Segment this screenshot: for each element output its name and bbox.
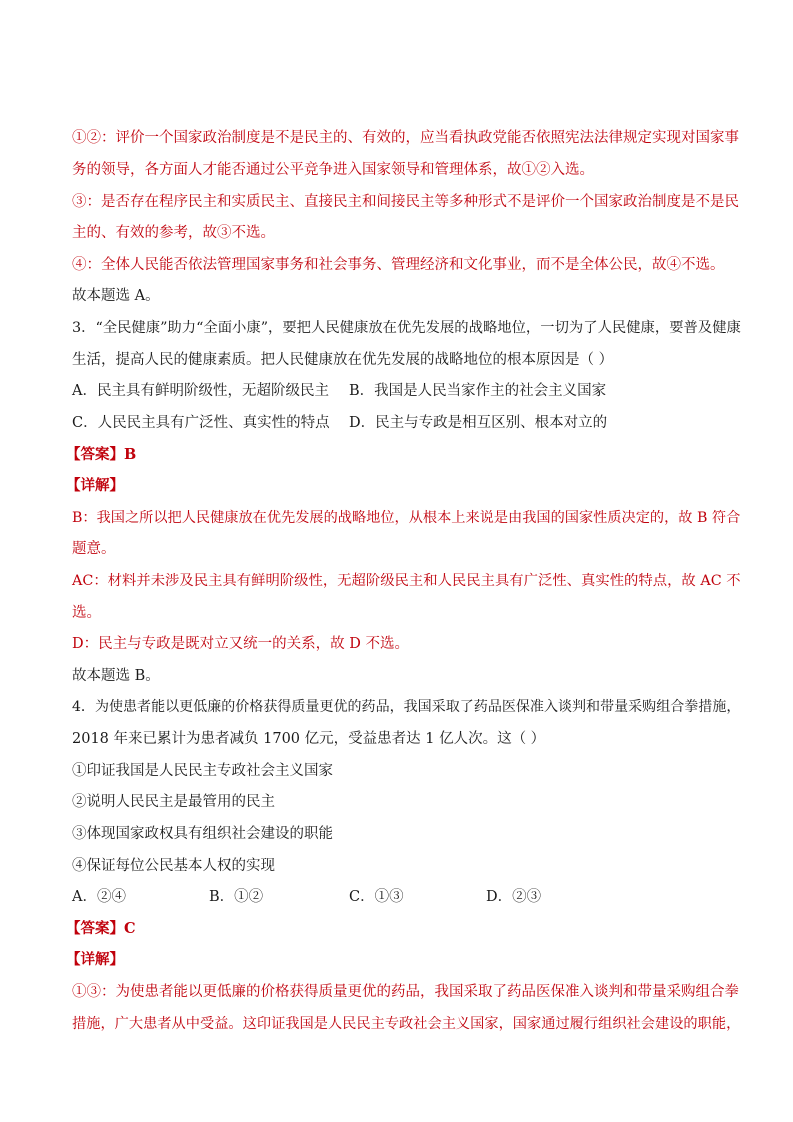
question-4-option-c: C．①③: [349, 889, 404, 905]
conclusion-line: 故本题选 B。: [72, 668, 160, 684]
question-3-option-c: C．人民民主具有广泛性、真实性的特点: [72, 415, 330, 431]
question-4-stem: 4．为使患者能以更低廉的价格获得质量更优的药品，我国采取了药品医保准入谈判和带量采购组合拳措施，: [72, 699, 741, 715]
analysis-line: 措施，广大患者从中受益。这印证我国是人民民主专政社会主义国家，国家通过履行组织社会建设的职能，: [72, 1016, 741, 1032]
analysis-line: ④：全体人民能否依法管理国家事务和社会事务、管理经济和文化事业，而不是全体公民，故④不选。: [72, 257, 725, 273]
question-4-option-d: D．②③: [486, 889, 542, 905]
question-3-stem: 生活，提高人民的健康素质。把人民健康放在优先发展的战略地位的根本原因是（ ）: [72, 352, 614, 368]
question-4-statement: ③体现国家政权具有组织社会建设的职能: [72, 826, 333, 842]
answer-label: 【答案】C: [66, 920, 136, 937]
analysis-line: ①②：评价一个国家政治制度是不是民主的、有效的，应当看执政党能否依照宪法法律规定实现对国家事: [72, 130, 739, 146]
analysis-line: ①③：为使患者能以更低廉的价格获得质量更优的药品，我国采取了药品医保准入谈判和带量采购组合拳: [72, 984, 739, 1000]
analysis-line: ③：是否存在程序民主和实质民主、直接民主和间接民主等多种形式不是评价一个国家政治制度是不是民: [72, 194, 739, 210]
question-4-option-a: A．②④: [72, 889, 126, 905]
analysis-line: AC：材料并未涉及民主具有鲜明阶级性，无超阶级民主和人民民主具有广泛性、真实性的特点，故 AC 不: [72, 573, 741, 589]
question-4-statement: ②说明人民民主是最管用的民主: [72, 794, 275, 810]
analysis-line: 选。: [72, 605, 101, 621]
explanation-label: 【详解】: [66, 951, 124, 968]
explanation-label: 【详解】: [66, 477, 124, 494]
question-4-option-b: B．①②: [209, 889, 264, 905]
question-4-statement: ①印证我国是人民民主专政社会主义国家: [72, 763, 333, 779]
conclusion-line: 故本题选 A。: [72, 288, 160, 304]
question-3-stem: 3．“全民健康”助力“全面小康”，要把人民健康放在优先发展的战略地位，一切为了人民健康，要普及健康: [72, 320, 741, 336]
answer-label: 【答案】B: [66, 446, 137, 463]
analysis-line: B：我国之所以把人民健康放在优先发展的战略地位，从根本上来说是由我国的国家性质决定的，故 B 符合: [72, 510, 741, 526]
analysis-line: 务的领导，各方面人才能否通过公平竞争进入国家领导和管理体系，故①②入选。: [72, 162, 594, 178]
analysis-line: 题意。: [72, 541, 116, 557]
question-4-statement: ④保证每位公民基本人权的实现: [72, 858, 275, 874]
question-3-option-d: D．民主与专政是相互区别、根本对立的: [349, 415, 608, 431]
question-4-stem: 2018 年来已累计为患者减负 1700 亿元，受益患者达 1 亿人次。这（ ）: [72, 731, 546, 747]
analysis-line: D：民主与专政是既对立又统一的关系，故 D 不选。: [72, 636, 409, 652]
question-3-option-a: A．民主具有鲜明阶级性，无超阶级民主: [72, 383, 329, 399]
analysis-line: 主的、有效的参考，故③不选。: [72, 225, 275, 241]
question-3-option-b: B．我国是人民当家作主的社会主义国家: [349, 383, 607, 399]
